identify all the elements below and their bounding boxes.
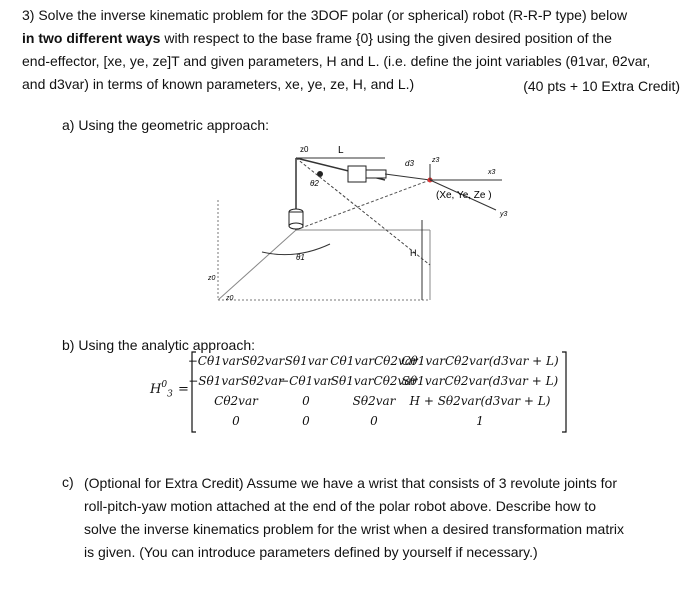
L-label: L (338, 145, 344, 156)
matrix-cell: Sθ1varCθ2var (330, 374, 418, 388)
floor-line (218, 230, 296, 300)
z0-label: z0 (300, 145, 309, 154)
robot-diagram (200, 140, 520, 310)
right-bracket (562, 352, 566, 432)
matrix-cell: −Cθ1varSθ2var (187, 354, 285, 368)
matrix-cell: 0 (302, 414, 310, 428)
matrix-cell: Sθ2var (352, 394, 396, 408)
problem-line-1: 3) Solve the inverse kinematic problem for the 3DOF polar (or spherical) robot (R-R-P type) below (22, 7, 628, 23)
matrix-cell: 0 (302, 394, 310, 408)
prismatic-slider (366, 170, 386, 178)
problem-line-2 (22, 29, 612, 47)
base-z0-label: z0 (226, 295, 234, 302)
matrix-cell: 1 (476, 414, 484, 428)
matrix-cell: H + Sθ2var(d3var + L) (409, 394, 551, 408)
matrix-cell: 0 (370, 414, 378, 428)
matrix-cell: −Cθ1var (279, 374, 333, 388)
part-a-label: a) Using the geometric approach: (62, 117, 269, 133)
problem-line-2-rest: with respect to the base frame {0} using the given desired position of the (160, 30, 612, 46)
matrix-superscript: 0 (161, 380, 168, 390)
matrix-name (150, 380, 173, 400)
prismatic-joint (348, 166, 366, 182)
matrix-cell: Cθ1varCθ2var (330, 354, 418, 368)
joint2 (317, 171, 323, 177)
d3-label: d3 (405, 159, 414, 168)
z3-label: z3 (432, 157, 440, 164)
problem-line-3: end-effector, [xe, ye, ze]T and given parameters, H and L. (i.e. define the joint variables (θ1var, θ2var, (22, 53, 651, 69)
part-c-line: (Optional for Extra Credit) Assume we have a wrist that consists of 3 revolute joints for (84, 475, 617, 491)
matrix-cell: 0 (232, 414, 240, 428)
matrix-cell: Sθ1var (284, 354, 328, 368)
equals-sign: = (178, 382, 189, 397)
part-c-line: solve the inverse kinematics problem for the wrist when a desired transformation matrix (84, 521, 624, 537)
matrix-cell: Cθ1varCθ2var(d3var + L) (401, 354, 559, 368)
matrix-cell: Cθ2var (214, 394, 258, 408)
y3-label: y3 (500, 211, 508, 218)
matrix-cell: −Sθ1varSθ2var (188, 374, 284, 388)
H-label: H (410, 248, 417, 258)
matrix-subscript: 3 (167, 389, 173, 400)
d3-link (385, 174, 430, 180)
matrix-cell: Sθ1varCθ2var(d3var + L) (401, 374, 559, 388)
problem-line-4: and d3var) in terms of known parameters, xe, ye, ze, H, and L.) (22, 76, 415, 92)
theta2-label: θ2 (310, 179, 319, 188)
matrix-symbol: H (150, 382, 162, 397)
endpoint-label: (Xe, Ye, Ze ) (436, 190, 492, 201)
part-c-line: is given. (You can introduce parameters defined by yourself if necessary.) (84, 544, 538, 560)
part-c-label: c) (62, 474, 74, 490)
base-z-label: z0 (208, 275, 216, 282)
part-b-label: b) Using the analytic approach: (62, 337, 255, 353)
theta1-label: θ1 (296, 253, 305, 262)
points-label: (40 pts + 10 Extra Credit) (523, 78, 680, 94)
x3-label: x3 (488, 169, 496, 176)
problem-emphasis: in two different ways (22, 30, 161, 46)
part-c-line: roll-pitch-yaw motion attached at the end of the polar robot above. Describe how to (84, 498, 597, 514)
